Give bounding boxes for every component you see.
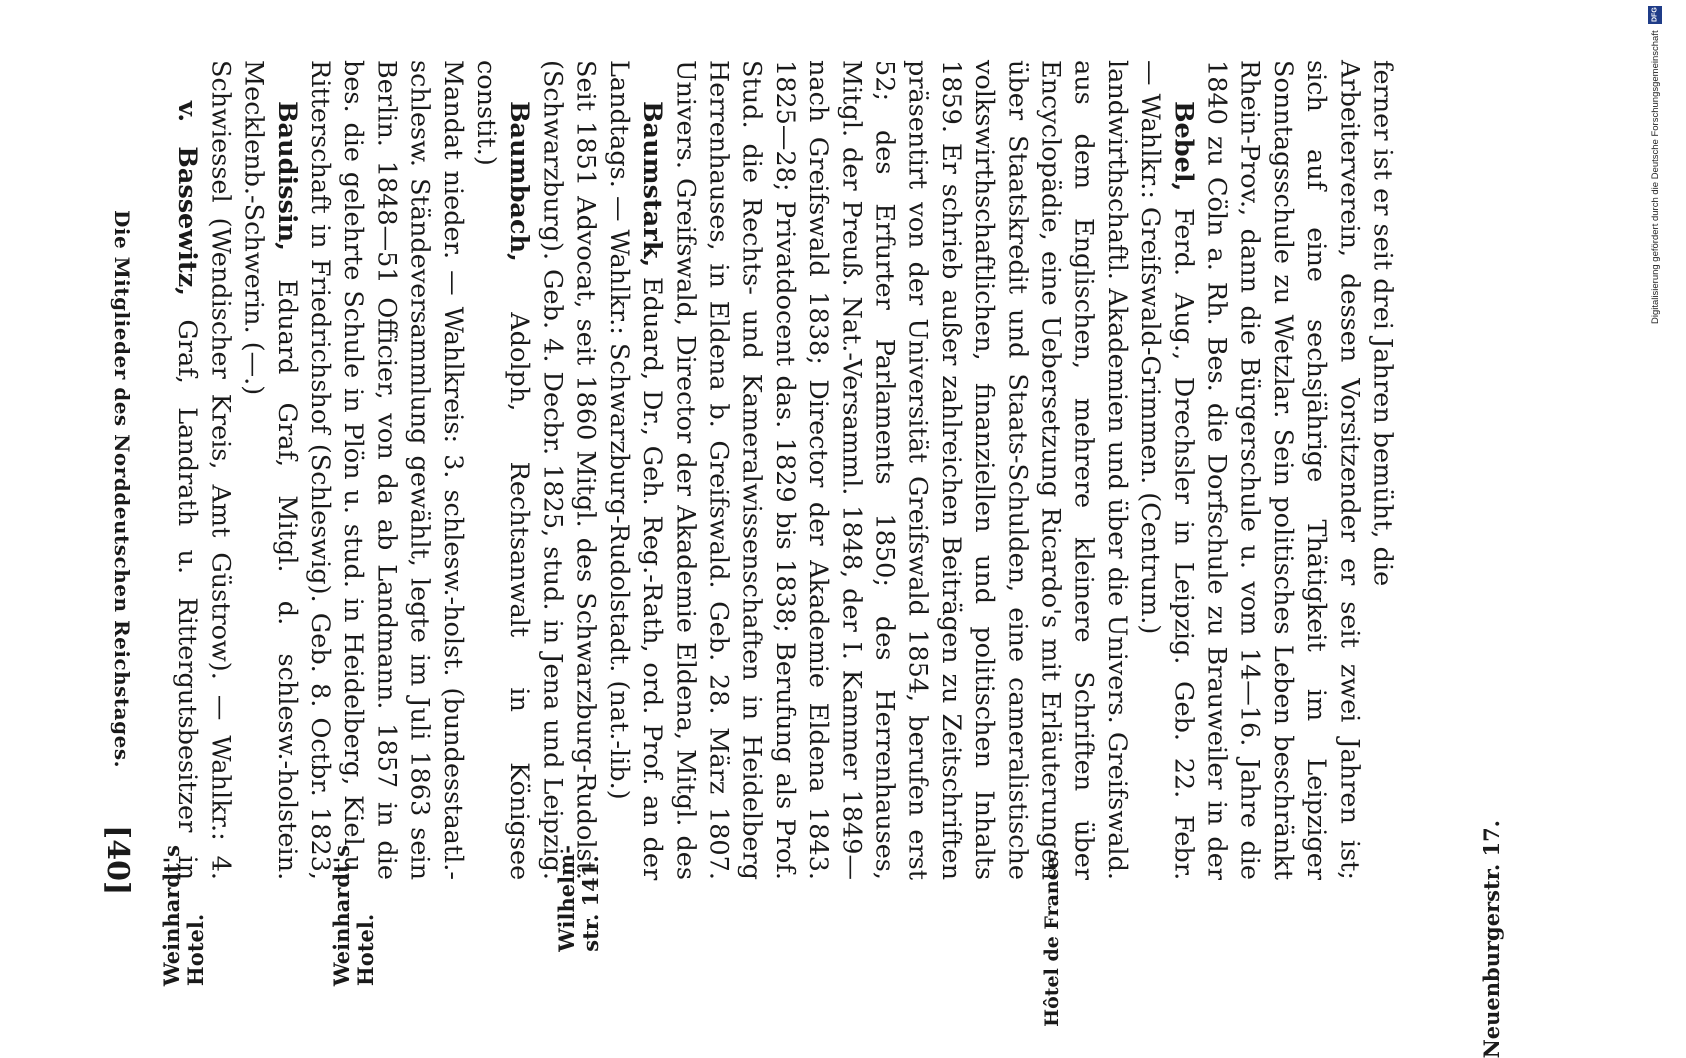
entry-text: Adolph, Rechtsanwalt in Königsee (Schwarzburg). Geb. 4. Decbr. 1825, stud. in Jena und Leipzig. Seit 1851 Advocat, seit 1860 Mitgl. des Schwarzburg-Rudolst. Landtags. — Wahlkr.: Schwarzburg-Rudolstadt. (nat.-lib.) bbox=[504, 60, 634, 880]
digitization-credit: Digitalisierung gefördert durch die Deutsche Forschungsgemeinschaft bbox=[1650, 30, 1661, 324]
entry-bassewitz bbox=[170, 60, 270, 880]
dfg-logo-icon: DFG bbox=[1648, 6, 1662, 24]
margin-note-address: Neuenburgerstr. 17. bbox=[1479, 820, 1504, 1058]
entry-name: Bebel, bbox=[1168, 100, 1199, 192]
entry-baumbach bbox=[502, 60, 635, 880]
running-title: Die Mitglieder des Norddeutschen Reichstages. bbox=[110, 210, 134, 769]
margin-note-address: Wilhelm- str. 141. bbox=[554, 845, 603, 952]
entry-bebel bbox=[1166, 60, 1398, 880]
entry-text: Ferd. Aug., Drechsler in Leipzig. Geb. 22. Febr. 1840 zu Cöln a. Rh. Bes. die Dorfschule zu Brauweiler in der Rhein-Prov., dann die Bürgerschule u. vom 14—16. Jahre die Sonntagsschule zu Wetzlar. Sein politisches Leben beschränkt sich auf eine sechsjährige Thätigkeit im Leipziger Arbeiterverein, dessen Vorsitzender er seit zwei Jahren ist; ferner ist er seit drei Jahren bemüht, die bbox=[1168, 60, 1398, 880]
entries-body bbox=[170, 60, 1510, 880]
entry-text: Eduard, Dr., Geh. Reg.-Rath, ord. Prof. an der Univers. Greifswald, Director der Akademie Eldena, Mitgl. des Herrenhauses, in Eldena b. Greifswald. Geb. 28. März 1807. Stud. die Rechts- und Kameralwissenschaften in Heidelberg 1825—28; Privatdocent das. 1829 bis 1838; Berufung als Prof. nach Greifswald 1838; Director der Akademie Eldena 1843. Mitgl. der Preuß. Nat.-Versamml. 1848, der I. Kammer 1849—52; des Erfurter Parlaments 1850; des Herrenhauses, präsentirt von der Universität Greifswald 1854, berufen erst 1859. Er schrieb außer zahlreichen Beiträgen zu Zeitschriften volkswirthschaftlichen, finanziellen und politischen Inhalts über Staatskredit und Staats-Schulden, eine cameralistische Encyclopädie, eine Uebersetzung Ricardo's mit Erläuterungen aus dem Englischen, mehrere kleinere Schriften über landwirthschaftl. Akademien und über die Univers. Greifswald. — Wahlkr.: Greifswald-Grimmen. (Centrum.) bbox=[637, 60, 1166, 880]
page-number: [40] bbox=[100, 825, 135, 896]
entry-text: Eduard Graf, Mitgl. d. schlesw.-holstein. Ritterschaft in Friedrichshof (Schleswig). Geb. 8. Octbr. 1823, bes. die gelehrte Schule in Plön u. stud. in Heidelberg, Kiel u. Berlin. 1848—51 Officier, von da ab Landmann. 1857 in die schlesw. Ständeversammlung gewählt, legte im Juli 1863 sein Mandat nieder. — Wahlkreis: 3. schlesw.-holst. (bundesstaatl.-constit.) bbox=[271, 60, 502, 880]
entry-text: Graf, Landrath u. Rittergutsbesitzer in Schwiessel (Wendischer Kreis, Amt Güstrow). — Wahlkr.: 4. Mecklenb.-Schwerin. (—.) bbox=[172, 60, 269, 880]
entry-name: Baumstark, bbox=[637, 100, 668, 268]
entry-name: Baumbach, bbox=[504, 100, 535, 262]
entry-baudissin bbox=[270, 60, 502, 880]
margin-note-address: Hôtel de France. bbox=[1041, 850, 1063, 1027]
margin-note-address: Weinhardt's Hotel. bbox=[159, 845, 208, 987]
entry-baumstark bbox=[635, 60, 1166, 880]
entry-name: Baudissin, bbox=[271, 100, 302, 251]
margin-note-address: Weinhardt's Hotel. bbox=[329, 845, 378, 987]
entry-name: v. Bassewitz, bbox=[172, 100, 203, 296]
